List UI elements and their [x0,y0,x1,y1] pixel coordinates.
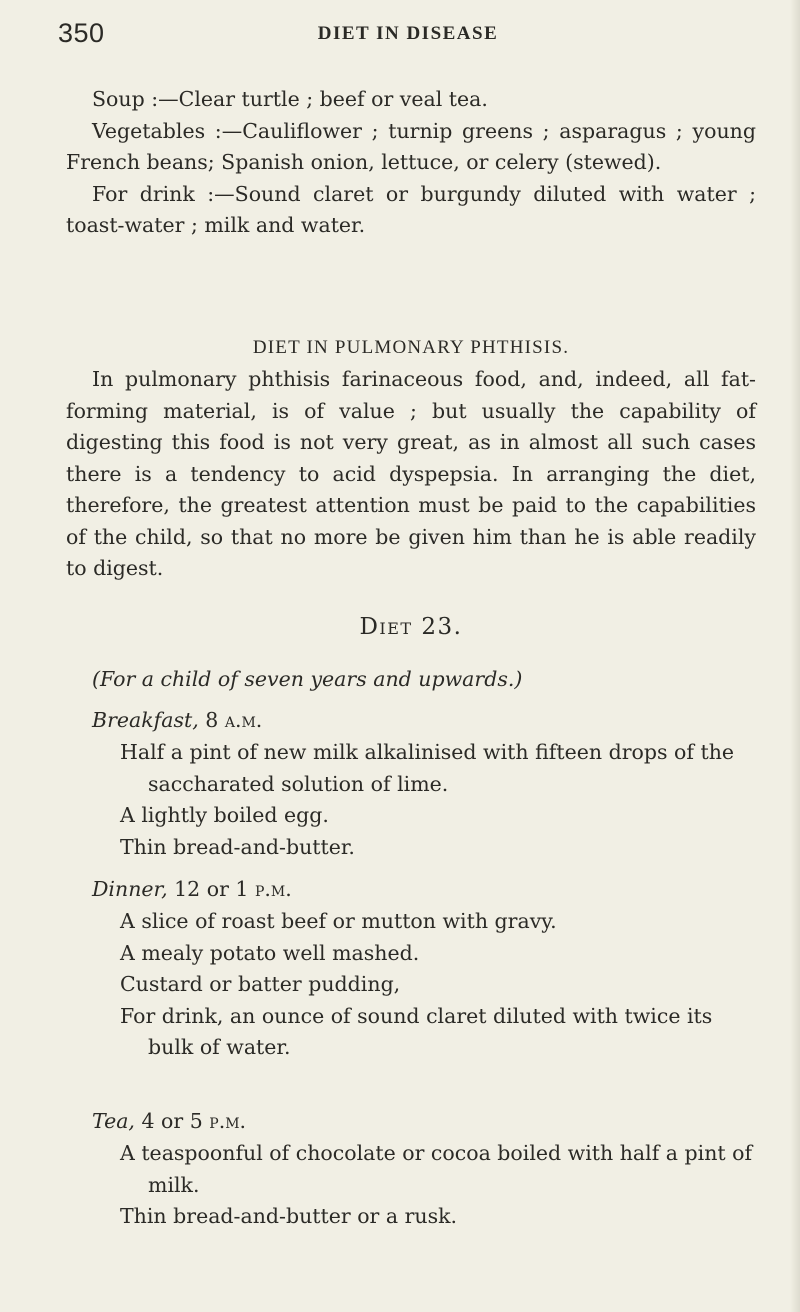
page-edge-shadow [790,0,800,1312]
section-paragraph: In pulmonary phthisis farinaceous food, and, indeed, all fat-forming material, is of value ; but usually the capability of digesting this food is not very great, as in almost all such cases there is a tendency to acid dyspepsia. In arranging the diet, therefore, the greatest attention must be paid to the capabilities of the child, so that no more be given him than he is able readily to digest. [66,367,756,580]
meal-time-unit: p.m. [209,1109,247,1133]
meal-name: Breakfast, [92,708,199,732]
meal-items-breakfast [120,737,756,863]
meal-time-unit: p.m. [254,877,292,901]
meal-heading-tea [92,1109,246,1133]
list-item: Thin bread-and-butter. [120,834,355,859]
meal-name: Dinner, [92,877,168,901]
soup-line: Soup :—Clear turtle ; beef or veal tea. [92,87,488,111]
running-title: DIET IN DISEASE [317,23,499,44]
meal-time: 4 or 5 [141,1109,203,1133]
meal-heading-breakfast [92,708,262,732]
intro-block [66,84,756,242]
vegetables-line: Vegetables :—Cauliflower ; turnip greens ; asparagus ; young French beans; Spanish onion, lettuce, or celery (stewed). [66,118,756,174]
list-item: A slice of roast beef or mutton with gravy. [120,909,557,933]
meal-items-dinner [120,906,756,1064]
list-item: Thin bread-and-butter or a rusk. [120,1204,458,1228]
meal-name: Tea, [92,1109,135,1133]
section-heading: DIET IN PULMONARY PHTHISIS. [252,337,570,358]
diet-title: Diet 23. [359,614,463,640]
list-item: Half a pint of new milk alkalinised with fifteen drops of the saccharated solution of lime. [120,740,735,796]
page-number: 350 [58,18,105,48]
page-header [58,16,758,56]
list-item: A lightly boiled egg. [120,803,329,827]
list-item: A teaspoonful of chocolate or cocoa boiled with half a pint of milk. [120,1141,753,1197]
meal-items-tea [120,1138,756,1233]
meal-time-unit: a.m. [224,708,263,732]
list-item: For drink, an ounce of sound claret diluted with twice its bulk of water. [120,1003,713,1059]
drink-line: For drink :—Sound claret or burgundy diluted with water ; toast-water ; milk and water. [66,181,756,237]
list-item: Custard or batter pudding, [120,972,401,996]
diet-subtitle: (For a child of seven years and upwards.) [92,667,523,691]
meal-heading-dinner [92,877,292,901]
meal-time: 8 [205,708,219,732]
meal-time: 12 or 1 [174,877,249,901]
section-body [66,364,756,585]
list-item: A mealy potato well mashed. [120,940,420,965]
